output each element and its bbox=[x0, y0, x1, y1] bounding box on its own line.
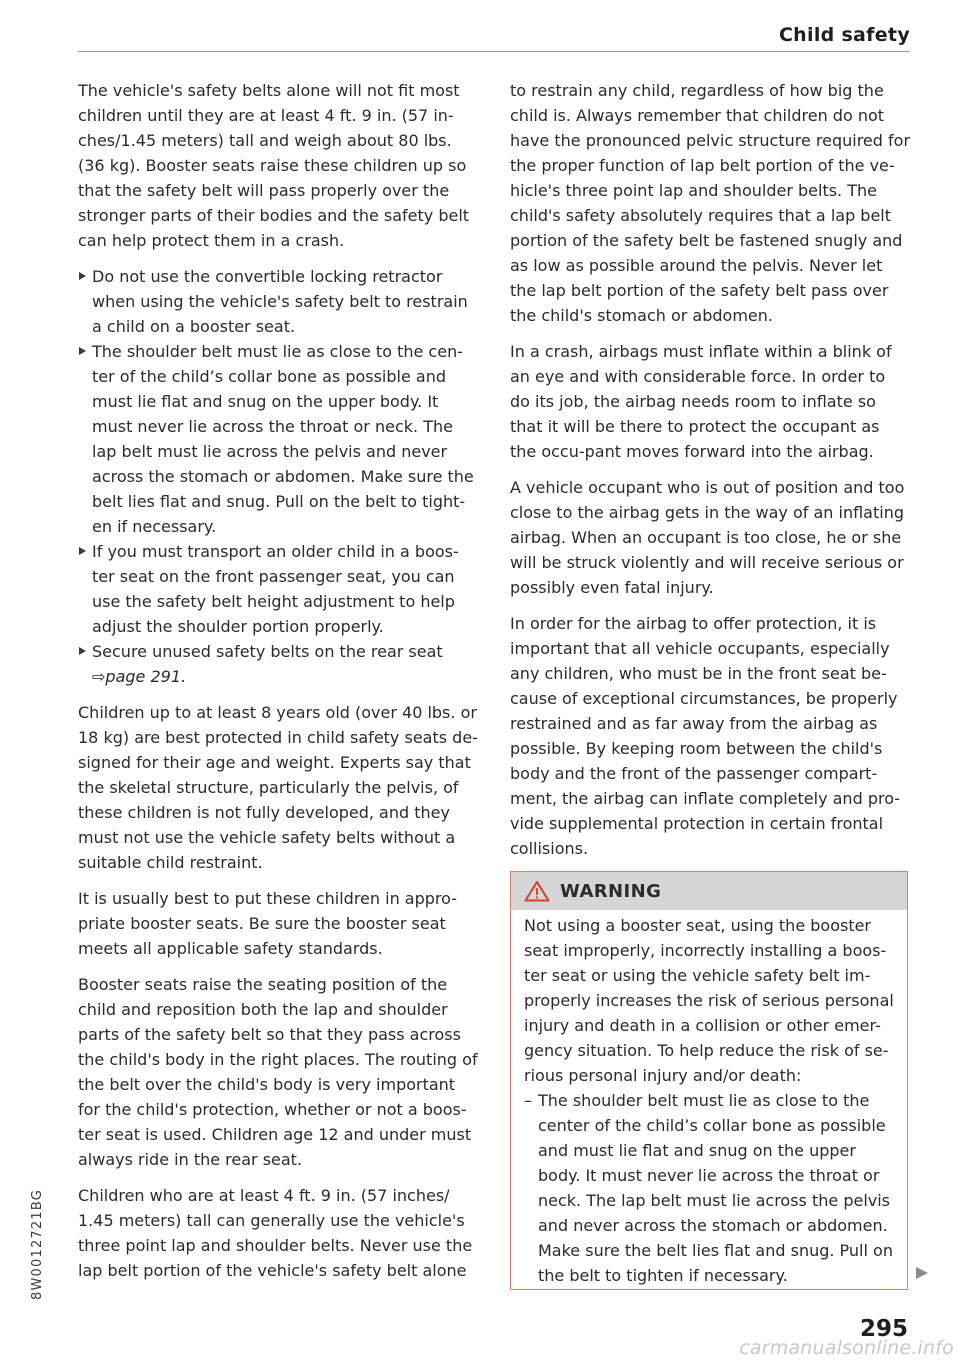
page-reference-link[interactable]: page 291. bbox=[105, 667, 187, 686]
warning-list bbox=[524, 1088, 895, 1288]
paragraph: A vehicle occupant who is out of position and too close to the airbag gets in the way of an inflating airbag. When an occupant is too close, he or she will be struck violently and will receive serious or possibly even fatal injury. bbox=[510, 478, 905, 597]
section-title: Child safety bbox=[778, 24, 910, 46]
page-number: 295 bbox=[859, 1316, 908, 1342]
paragraph: In order for the airbag to offer protection, it is important that all vehicle occupants, especially any children, who must be in the front seat be-cause of exceptional circumstances, be properly restrained and as far away from the airbag as possible. By keeping room between the child's body and the front of the passenger compart-ment, the airbag can inflate completely and pro-vide supplemental protection in certain frontal collisions. bbox=[510, 614, 901, 858]
left-column bbox=[78, 78, 480, 1294]
paragraph: In a crash, airbags must inflate within a blink of an eye and with considerable force. In order to do its job, the airbag needs room to inflate so that it will be there to protect the occupant as the occu-pant moves forward into the airbag. bbox=[510, 342, 892, 461]
paragraph: Children up to at least 8 years old (over 40 lbs. or 18 kg) are best protected in child safety seats de-signed for their age and weight. Experts say that the skeletal structure, particularly the pelvis, of these children is not fully developed, and they must not use the vehicle safety belts without a suitable child restraint. bbox=[78, 703, 478, 872]
paragraph: Children who are at least 4 ft. 9 in. (57 inches/ 1.45 meters) tall can generally use the vehicle's three point lap and shoulder belts. Never use the lap belt portion of the vehicle's safety belt alone bbox=[78, 1186, 473, 1280]
warning-box bbox=[510, 871, 908, 1290]
document-code: 8W0012721BG bbox=[30, 1189, 45, 1300]
warning-header bbox=[511, 872, 907, 910]
bullet-item: Do not use the convertible locking retractor when using the vehicle's safety belt to restrain a child on a booster seat. bbox=[78, 264, 480, 339]
warning-text: Not using a booster seat, using the booster seat improperly, incorrectly installing a boos-ter seat or using the vehicle safety belt im-properly increases the risk of serious personal injury and death in a collision or other emer-gency situation. To help reduce the risk of se-rious personal injury and/or death: bbox=[524, 916, 894, 1085]
warning-list-item: – The shoulder belt must lie as close to the center of the child’s collar bone as possible and must lie flat and snug on the upper body. It must never lie across the throat or neck. The lap belt must lie across the pelvis and never across the stomach or abdomen. Make sure the belt lies flat and snug. Pull on the belt to tighten if necessary. bbox=[524, 1088, 895, 1288]
bullet-item: If you must transport an older child in a boos-ter seat on the front passenger seat, you can use the safety belt height adjustment to help adjust the shoulder portion properly. bbox=[78, 539, 480, 639]
paragraph: It is usually best to put these children in appro-priate booster seats. Be sure the booster seat meets all applicable safety standards. bbox=[78, 889, 457, 958]
bullet-item bbox=[78, 639, 480, 689]
header-divider bbox=[78, 51, 910, 52]
right-column bbox=[510, 78, 910, 872]
paragraph: The vehicle's safety belts alone will not fit most children until they are at least 4 ft. 9 in. (57 in-ches/1.45 meters) tall and weigh about 80 lbs. (36 kg). Booster seats raise these children up so that the safety belt will pass properly over the stronger parts of their bodies and the safety belt can help protect them in a crash. bbox=[78, 81, 470, 250]
bullet-item: The shoulder belt must lie as close to the cen-ter of the child’s collar bone as possible and must lie flat and snug on the upper body. It must never lie across the throat or neck. The lap belt must lie across the pelvis and never across the stomach or abdomen. Make sure the belt lies flat and snug. Pull on the belt to tight-en if necessary. bbox=[78, 339, 480, 539]
warning-body bbox=[511, 910, 907, 1288]
watermark: carmanualsonline.info bbox=[739, 1337, 954, 1359]
continued-arrow-icon bbox=[916, 1267, 928, 1279]
paragraph: Booster seats raise the seating position of the child and reposition both the lap and shoulder parts of the safety belt so that they pass across the child's body in the right places. The routing of the belt over the child's body is very important for the child's protection, whether or not a boos-ter seat is used. Children age 12 and under must always ride in the rear seat. bbox=[78, 975, 478, 1169]
paragraph: to restrain any child, regardless of how big the child is. Always remember that children do not have the pronounced pelvic structure required for the proper function of lap belt portion of the ve-hicle's three point lap and shoulder belts. The child's safety absolutely requires that a lap belt portion of the safety belt be fastened snugly and as low as possible around the pelvis. Never let the lap belt portion of the safety belt pass over the child's stomach or abdomen. bbox=[510, 81, 911, 325]
bullet-list bbox=[78, 264, 480, 689]
page-reference-arrow-icon: ⇨ bbox=[92, 667, 106, 686]
bullet-text: Secure unused safety belts on the rear seat bbox=[92, 642, 443, 661]
warning-title: WARNING bbox=[560, 880, 662, 902]
warning-triangle-icon bbox=[524, 880, 550, 902]
